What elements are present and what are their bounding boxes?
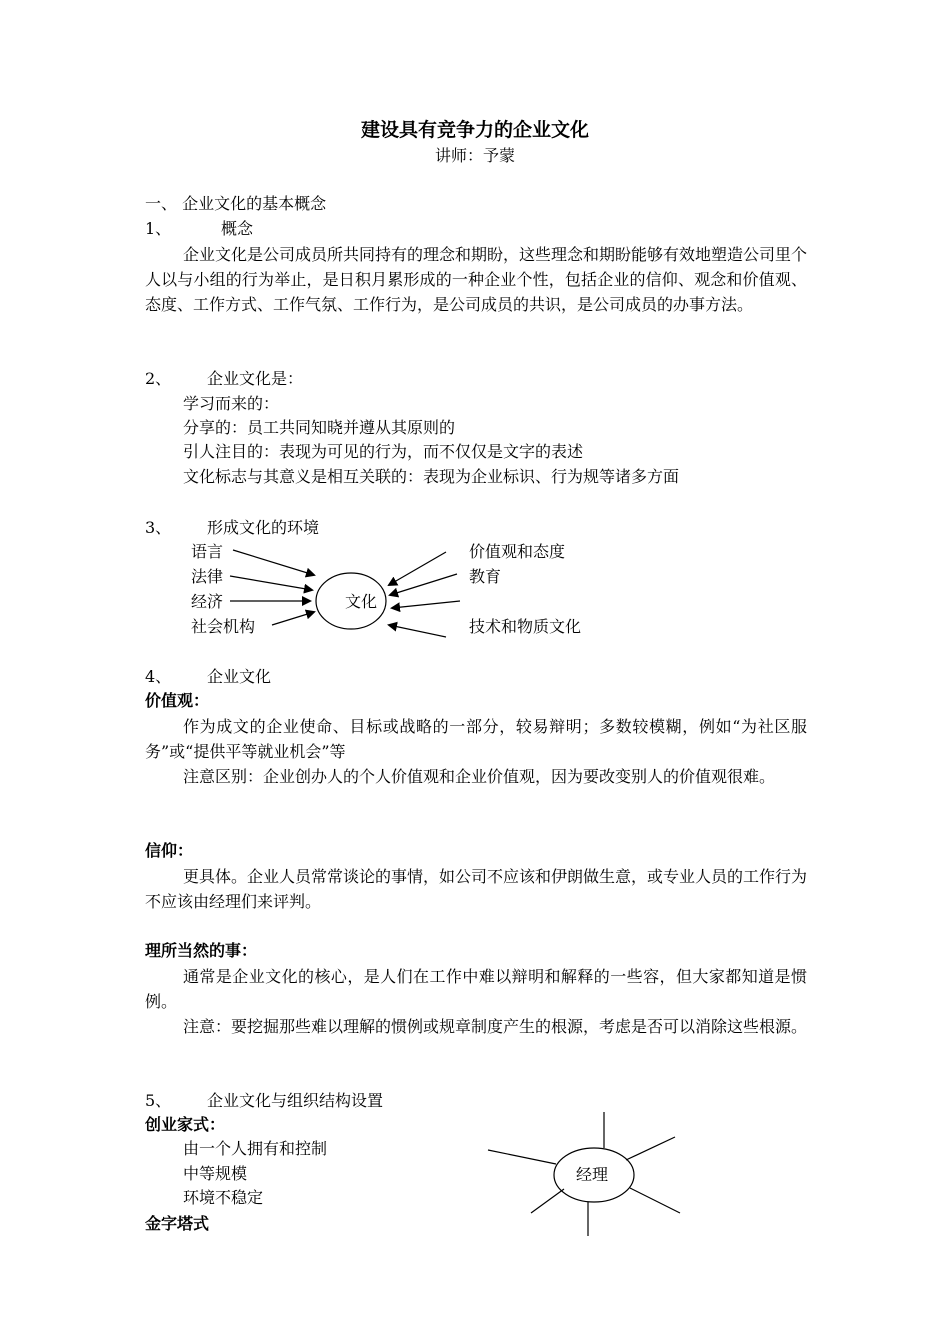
values-note: 注意区别：企业创办人的个人价值观和企业价值观，因为要改变别人的价值观很难。 xyxy=(183,767,776,786)
diagram-right-label: 技术和物质文化 xyxy=(469,617,582,636)
diagram-left-label: 经济 xyxy=(191,592,224,611)
assumptions-paragraph: 通常是企业文化的核心，是人们在工作中难以辩明和解释的一些容，但大家都知道是惯例。 xyxy=(145,967,807,1011)
spoke xyxy=(531,1189,564,1213)
lecturer-line: 讲师：予蒙 xyxy=(434,146,515,165)
family-heading: 创业家式： xyxy=(145,1115,226,1134)
values-paragraph: 作为成文的企业使命、目标或战略的一部分，较易辩明；多数较模糊，例如“为社区服务”或“提供平等就业机会”等 xyxy=(145,717,807,761)
item-label: 企业文化与组织结构设置 xyxy=(207,1091,384,1110)
item-number: 5、 xyxy=(145,1091,172,1110)
item-label: 概念 xyxy=(221,219,254,238)
spoke xyxy=(630,1188,680,1213)
diagram-right-label: 教育 xyxy=(469,567,502,586)
diagram-left-label: 语言 xyxy=(191,542,224,561)
assumptions-heading: 理所当然的事： xyxy=(145,941,258,960)
arrow xyxy=(390,574,457,595)
list-item: 文化标志与其意义是相互关联的：表现为企业标识、行为规等诸多方面 xyxy=(183,467,680,486)
list-item: 分享的：员工共同知晓并遵从其原则的 xyxy=(183,418,456,437)
manager-label: 经理 xyxy=(576,1165,609,1184)
arrow xyxy=(233,550,314,575)
diagram-left-label: 法律 xyxy=(191,567,224,586)
arrow xyxy=(392,601,460,608)
arrow xyxy=(272,612,314,625)
item-number: 1、 xyxy=(145,219,172,238)
concept-paragraph: 企业文化是公司成员所共同持有的理念和期盼，这些理念和期盼能够有效地塑造公司里个人以与小组的行为举止，是日积月累形成的一种企业个性，包括企业的信仰、观念和价值观、态度、工作方式、工作气氛、工作行为，是公司成员的共识，是公司成员的办事方法。 xyxy=(145,245,808,314)
item-number: 3、 xyxy=(145,518,172,537)
arrow xyxy=(230,576,312,590)
diagram-left-label: 社会机构 xyxy=(191,617,256,636)
list-item: 引人注目的：表现为可见的行为，而不仅仅是文字的表述 xyxy=(183,442,584,461)
spoke xyxy=(626,1137,675,1160)
assumptions-note: 注意：要挖掘那些难以理解的惯例或规章制度产生的根源，考虑是否可以消除这些根源。 xyxy=(183,1017,808,1036)
list-item: 由一个人拥有和控制 xyxy=(183,1139,328,1158)
item-number: 4、 xyxy=(145,667,172,686)
pyramid-heading: 金字塔式 xyxy=(145,1214,210,1233)
item-number: 2、 xyxy=(145,369,172,388)
diagram-right-label: 价值观和态度 xyxy=(469,542,566,561)
beliefs-heading: 信仰： xyxy=(145,841,194,860)
item-label: 形成文化的环境 xyxy=(207,518,320,537)
spoke xyxy=(488,1150,556,1164)
beliefs-paragraph: 更具体。企业人员常常谈论的事情，如公司不应该和伊朗做生意，或专业人员的工作行为不应该由经理们来评判。 xyxy=(145,867,808,911)
document-title: 建设具有竞争力的企业文化 xyxy=(360,119,589,141)
list-item: 环境不稳定 xyxy=(183,1188,264,1207)
list-item: 中等规模 xyxy=(183,1164,248,1183)
arrow xyxy=(389,625,446,637)
values-heading: 价值观： xyxy=(145,691,210,710)
diagram-center-label: 文化 xyxy=(345,592,378,611)
list-item: 学习而来的： xyxy=(183,394,280,413)
item-label: 企业文化是： xyxy=(207,369,304,388)
section-heading: 一、 企业文化的基本概念 xyxy=(145,194,327,213)
item-label: 企业文化 xyxy=(207,667,272,686)
